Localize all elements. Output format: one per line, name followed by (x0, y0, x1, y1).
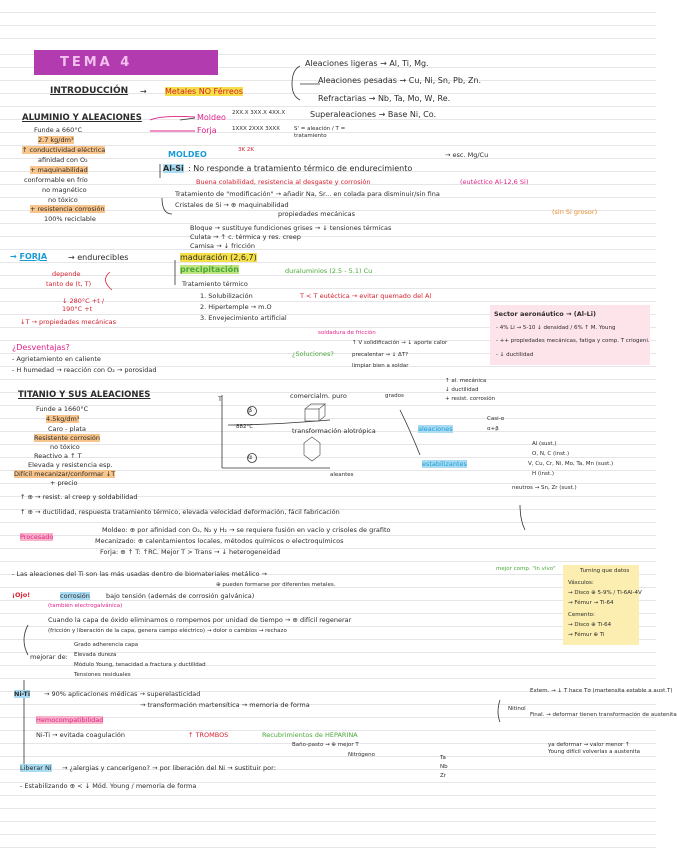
ti-prop: Difícil mecanizar/conformar ↓T (14, 470, 116, 478)
culata-line: Culata → ↑ c. térmica y res. creep (190, 233, 301, 241)
forja-codes: 1XXX 2XXX 3XXX (232, 126, 280, 132)
capa-sub: (fricción y liberación de la capa, genera campo eléctrico) → dolor o cambios → rechazo (48, 628, 287, 634)
temp-882: 882°C (236, 424, 254, 430)
al-prop: + maquinabilidad (30, 166, 88, 174)
trombos: ↑ TROMBOS (188, 731, 229, 739)
stab-item: H (inst.) (532, 471, 554, 477)
humedad: - H humedad → reacción con O₂ → porosidad (12, 366, 157, 374)
sol-note: limpiar bien a soldar (352, 363, 409, 369)
estabilizando: - Estabilizando ⊕ < ↓ Mód. Young / memoria de forma (20, 782, 197, 790)
turning-item: → Disco ⊕ 5-9% / Ti-6Al-4V (568, 590, 642, 596)
forja-line: Forja: ⊕ ↑ T: ↑RC. Mejor T > Trans → ↓ heterogeneidad (100, 548, 281, 556)
al-prop: ↑ conductividad eléctrica (22, 146, 106, 154)
st-prop: ↓T → propiedades mecánicas (20, 318, 117, 326)
grade-note: ↓ ductilidad (445, 387, 479, 393)
alsi-example: (eutéctico Al-12,6 Si) (460, 178, 529, 186)
stab-item: V, Cu, Cr, Ni, Mo, Ta, Mn (sust.) (528, 461, 614, 467)
grade-note: ↑ al. mecánica (445, 378, 487, 384)
alpha-effect: ↑ ⊕ → resist. al creep y soldabilidad (20, 493, 138, 501)
forja-label: Forja (197, 126, 217, 135)
step1: 1. Solubilización (200, 292, 253, 300)
endurecibles: → endurecibles (68, 253, 129, 262)
turning-item: Turning que datos (580, 568, 630, 574)
branch-pesadas: Aleaciones pesadas → Cu, Ni, Sn, Pb, Zn. (318, 76, 482, 85)
sector-item: - ++ propiedades mecánicas, fatiga y comp. T criogeni. (496, 338, 650, 344)
tanto: tanto de (t, T) (46, 280, 92, 288)
branch-refractarias: Refractarias → Nb, Ta, Mo, W, Re. (318, 94, 451, 103)
al-prop: no tóxico (48, 196, 78, 204)
niti2: Ni-Ti → evitada coagulación (36, 731, 125, 739)
mejorar-item: Grado adherencia capa (74, 642, 139, 648)
corrosion-sub: (también electrogalvánica) (48, 603, 123, 609)
ti-prop: Caro - plata (48, 425, 86, 433)
camisa-line: Camisa → ↓ fricción (190, 242, 255, 250)
alsi-tratamiento: Tratamiento de "modificación" → añadir Na, Sr... en colada para disminuir/sin fina (175, 190, 440, 198)
capa-line: Cuando la capa de óxido eliminamos o rompemos por unidad de tiempo → ⊕ difícil regenerar (48, 616, 352, 624)
procesado: Procesado (20, 533, 54, 541)
intro-arrow: → (140, 87, 147, 96)
ti-prop: Elevada y resistencia esp. (28, 461, 113, 469)
ti-prop: Resistente corrosión (34, 434, 100, 442)
step3: 3. Envejecimiento artificial (200, 314, 287, 322)
neutros: neutros → Sn, Zr (sust.) (512, 485, 577, 491)
mejorar-item: Módulo Young, tenacidad a fractura y ductilidad (74, 662, 206, 668)
biomed-line: - Las aleaciones del Ti son las más usadas dentro de biomateriales metálico → (12, 570, 268, 578)
sector-item: - ↓ ductilidad (496, 352, 534, 358)
bano-line2: Nitrógeno (348, 752, 376, 758)
ti-prop: no tóxico (50, 443, 80, 451)
heparina: Recubrimientos de HEPARINA (262, 731, 358, 739)
bano-line: Baño-pasto → ⊕ mejor T (292, 742, 359, 748)
agrietamiento: - Agrietamiento en caliente (12, 355, 101, 363)
moldeo-label: Moldeo (197, 113, 226, 122)
al-prop: + resistencia corrosión (30, 205, 105, 213)
al-prop: no magnético (42, 186, 87, 194)
aluminio-heading: ALUMINIO Y ALEACIONES (22, 113, 142, 123)
duraluminios: duraluminios (2.5 - 5.1) Cu (285, 267, 373, 275)
sol-note: ↑ V solidificación → ↓ aporte calor (352, 340, 448, 346)
turning-item: → Fémur ⊕ Ti (568, 632, 605, 638)
turning-item: Vásculos: (568, 580, 594, 586)
moldeo-line: Moldeo: ⊕ por afinidad con O₂, N₂ y H₂ → se requiere fusión en vacío y crisoles de grafito (102, 526, 391, 534)
sol-top: soldadura de fricción (318, 330, 376, 336)
ti-prop: + precio (50, 479, 78, 487)
sust-item: Zr (440, 773, 447, 779)
biomed-sub: ⊕ pueden formarse por diferentes metales. (216, 582, 336, 588)
depende: depende (52, 270, 81, 278)
moldeo-codes: 2XX.X 3XX.X 4XX.X (232, 110, 286, 116)
sust-item: Ta (440, 755, 446, 761)
titanio-heading: TITANIO Y SUS ALEACIONES (18, 390, 151, 400)
niti-label: Ni-Ti (14, 690, 31, 698)
phase-alpha: α (248, 453, 253, 461)
t-axis-label: T (218, 395, 222, 403)
sector-title: Sector aeronáutico → (Al-Li) (494, 310, 596, 318)
al-prop: 2.7 kg/dm³ (38, 136, 74, 144)
niti-line1: → 90% aplicaciones médicas → superelasticidad (44, 690, 201, 698)
niti-tag: Nitinol (508, 706, 526, 712)
trat-termico: Tratamiento térmico (182, 280, 248, 288)
soluciones: ¿Soluciones? (292, 350, 334, 358)
sector-item: - 4% Li → 5-10 ↓ densidad / 6% ↑ M. Young (496, 325, 616, 331)
al-prop: 100% reciclable (44, 215, 96, 223)
metal-no-ferrous: Metales NO Férreos (165, 87, 243, 96)
alsi-cristales: Cristales de Si → ⊕ maquinabilidad (175, 201, 289, 209)
alsi-label: Al-Si (163, 164, 184, 173)
aleantes-axis: aleantes (330, 472, 354, 478)
niti-line2: → transformación martensítica → memoria de forma (140, 701, 310, 709)
stab-item: O, N, C (inst.) (532, 451, 570, 457)
aleaciones-label: aleaciones (418, 425, 453, 433)
bloque-line: Bloque → sustituye fundiciones grises → ↓ tensiones térmicas (190, 224, 392, 232)
ti-prop: Funde a 1660°C (36, 405, 89, 413)
grades: grados (385, 393, 404, 399)
liberar-text: → ¿alergias y cancerígeno? → por liberación del Ni → sustituir por: (62, 764, 276, 772)
turning-item: → Disco ⊕ Ti-64 (568, 622, 612, 628)
page-title: TEMA 4 (60, 55, 133, 70)
corrosion-text: bajo tensión (además de corrosión galvánica) (106, 592, 255, 600)
step1-note: T < T eutéctica → evitar quemado del Al (300, 292, 432, 300)
branch-superaleaciones: Superaleaciones → Base Ni, Co. (310, 110, 437, 119)
transform: transformación alotrópica (292, 427, 376, 435)
hemo: Hemocompatibilidad (36, 716, 104, 724)
side-note: ya deformar → valor menor ↑ Young difícil volverlas a austenita (548, 742, 640, 755)
mecanizado-line: Mecanizado: ⊕ calentamientos locales, métodos químicos o electroquímicos (95, 537, 344, 545)
sust-item: Nb (440, 764, 448, 770)
ojo: ¡Ojo! (12, 591, 31, 599)
branch-ligeras: Aleaciones ligeras → Al, Ti, Mg. (305, 59, 429, 68)
forja-sub: → FORJA (10, 252, 48, 261)
al-prop: conformable en frío (24, 176, 88, 184)
liberar-label: Liberar Ni (20, 764, 52, 772)
al-prop: afinidad con O₂ (38, 156, 88, 164)
ti-prop: Reactivo a ↑ T (34, 452, 82, 460)
comercial-puro: comercialm. puro (290, 392, 347, 400)
phase-beta: β (248, 406, 253, 414)
biomed-tag: mejor comp. "in vivo" (496, 566, 556, 572)
alsi-red: Buena colabilidad, resistencia al desgaste y corrosión (196, 178, 371, 186)
code-notes: S' = aleación / T = tratamiento (294, 126, 346, 139)
al-prop: Funde a 660°C (34, 126, 83, 134)
ti-prop: 4.5kg/dm³ (46, 415, 80, 423)
moldeo-sub: MOLDEO (168, 150, 207, 159)
desventajas: ¿Desventajas? (12, 343, 70, 352)
temps: ↓ 280°C +t / 190°C +t (62, 297, 105, 313)
alsi-propiedades: propiedades mecánicas (278, 210, 356, 218)
precipitacion: precipitación (180, 265, 239, 274)
niti-side: Final. → deformar tienen transformación de austenita (530, 712, 677, 718)
stab-item: Al (sust.) (532, 441, 557, 447)
intro-heading: INTRODUCCIÓN (50, 86, 129, 96)
grade-note: + resist. corrosión (445, 396, 496, 402)
turning-item: → Fémur → Ti-64 (568, 600, 614, 606)
sol-note: precalentar → ↓ ΔT? (352, 352, 409, 358)
mejorar: mejorar de: (30, 653, 68, 661)
alpha-item: Casi-α (487, 416, 505, 422)
maduracion: maduración (2,6,7) (180, 253, 257, 262)
estabilizantes: estabilizantes (422, 460, 467, 468)
mg-cu-note: → esc. Mg/Cu (445, 151, 489, 159)
moldeo-marks: 3K 2K (238, 147, 254, 153)
sin-grosor: (sin Si grosor) (552, 208, 598, 216)
mejorar-item: Elevada dureza (74, 652, 117, 658)
beta-effect: ↑ ⊕ → ductilidad, respuesta tratamiento térmico, elevada velocidad deformación, fácil fabricación (20, 508, 340, 516)
niti-side: Extem. → ↓ T hace Tσ (martensita estable a aust.T) (530, 688, 673, 694)
step2: 2. Hipertemple → m.O (200, 303, 272, 311)
mejorar-item: Tensiones residuales (74, 672, 131, 678)
alsi-text: : No responde a tratamiento térmico de endurecimiento (188, 164, 413, 173)
alpha-item: α+β (487, 426, 499, 432)
turning-item: Cemento: (568, 612, 595, 618)
corrosion-label: corrosión (60, 592, 90, 600)
